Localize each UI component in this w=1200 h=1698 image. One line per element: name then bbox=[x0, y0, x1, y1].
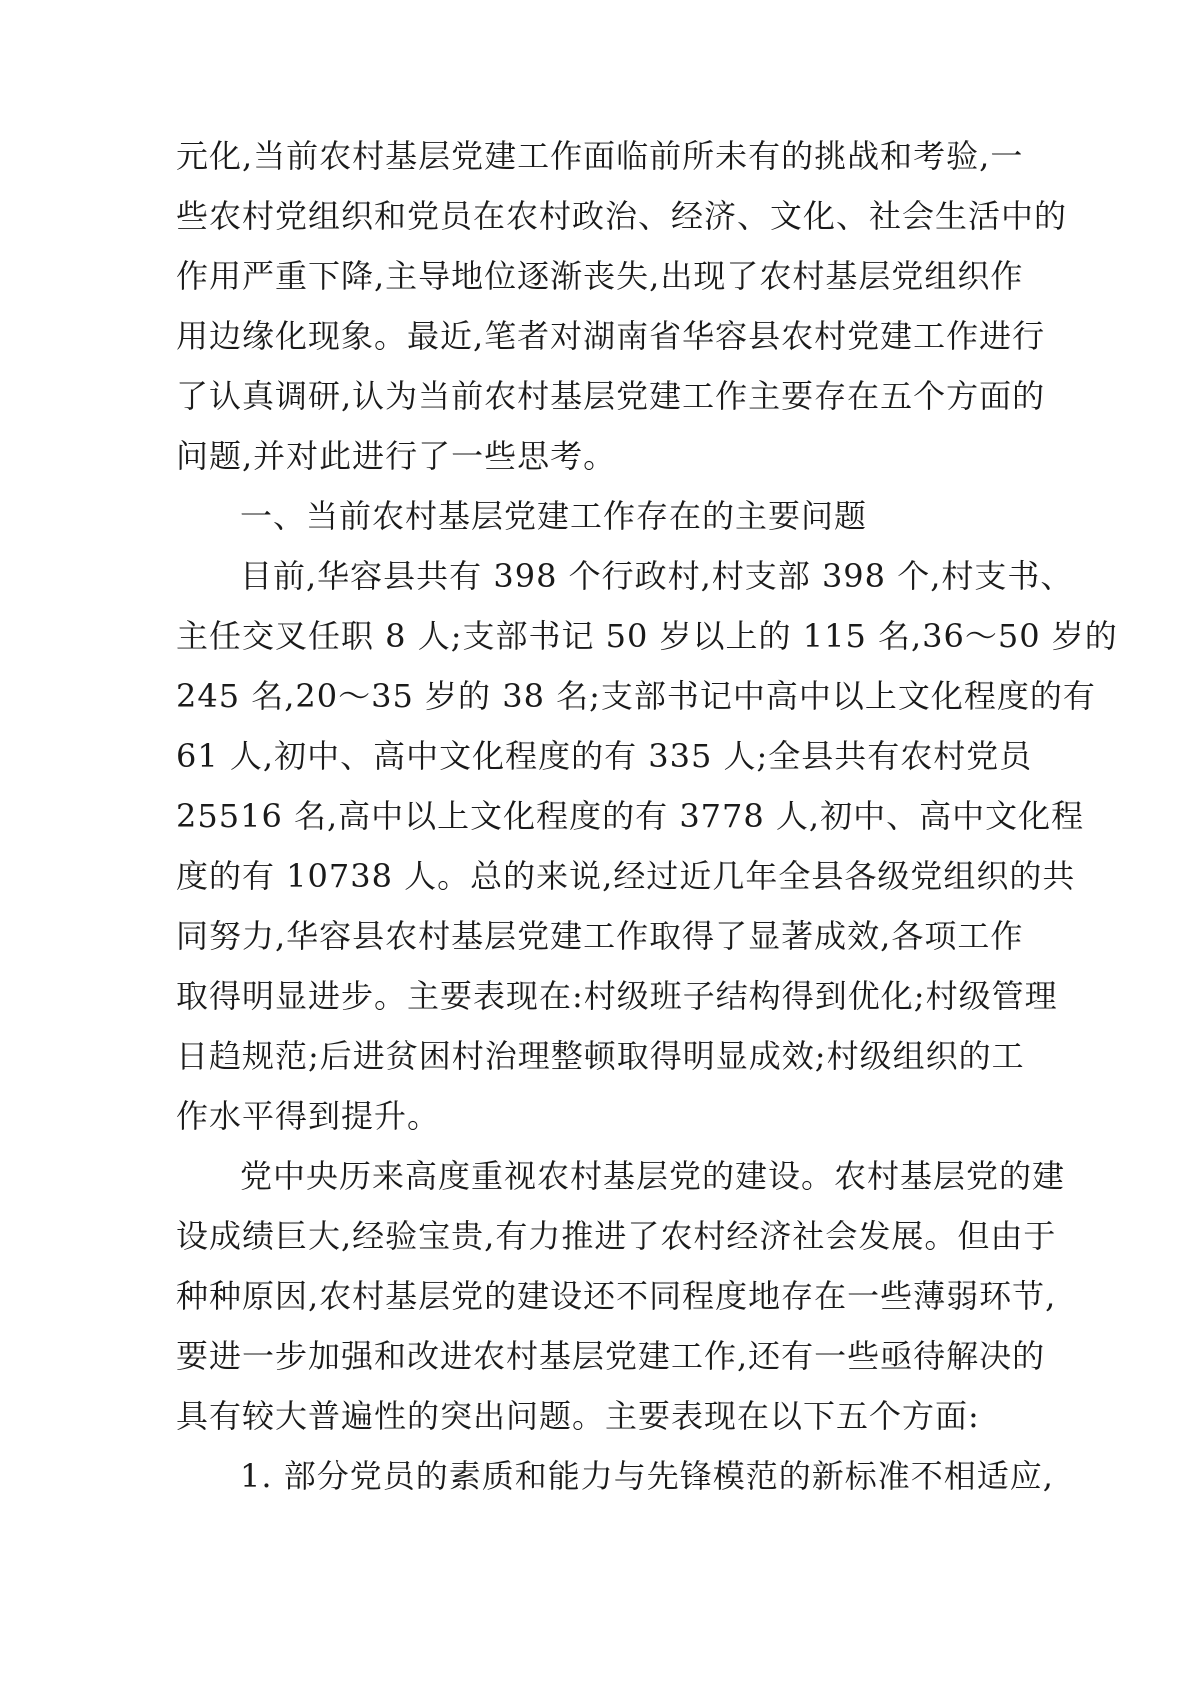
text-line: 主任交叉任职 8 人;支部书记 50 岁以上的 115 名,36～50 岁的 bbox=[176, 617, 1118, 655]
text-line: 了认真调研,认为当前农村基层党建工作主要存在五个方面的 bbox=[176, 377, 1046, 415]
text-line: 设成绩巨大,经验宝贵,有力推进了农村经济社会发展。但由于 bbox=[176, 1217, 1057, 1255]
text-line: 同努力,华容县农村基层党建工作取得了显著成效,各项工作 bbox=[176, 917, 1024, 955]
text-line: 问题,并对此进行了一些思考。 bbox=[176, 437, 617, 475]
text-line: 要进一步加强和改进农村基层党建工作,还有一些亟待解决的 bbox=[176, 1337, 1046, 1375]
text-line: 些农村党组织和党员在农村政治、经济、文化、社会生活中的 bbox=[176, 197, 1068, 235]
body-text bbox=[176, 126, 1118, 1506]
text-line: 61 人,初中、高中文化程度的有 335 人;全县共有农村党员 bbox=[176, 737, 1033, 775]
text-line: 元化,当前农村基层党建工作面临前所未有的挑战和考验,一 bbox=[176, 137, 1024, 175]
text-line: 种种原因,农村基层党的建设还不同程度地存在一些薄弱环节, bbox=[176, 1277, 1057, 1315]
text-line: 目前,华容县共有 398 个行政村,村支部 398 个,村支书、 bbox=[240, 557, 1074, 595]
text-line: 作水平得到提升。 bbox=[176, 1097, 441, 1135]
text-line: 取得明显进步。主要表现在:村级班子结构得到优化;村级管理 bbox=[176, 977, 1058, 1015]
text-line: 日趋规范;后进贫困村治理整顿取得明显成效;村级组织的工 bbox=[176, 1037, 1025, 1075]
section-heading: 一、当前农村基层党建工作存在的主要问题 bbox=[240, 497, 868, 535]
text-line: 245 名,20～35 岁的 38 名;支部书记中高中以上文化程度的有 bbox=[176, 677, 1096, 715]
text-line: 用边缘化现象。最近,笔者对湖南省华容县农村党建工作进行 bbox=[176, 317, 1046, 355]
text-line: 具有较大普遍性的突出问题。主要表现在以下五个方面: bbox=[176, 1397, 980, 1435]
text-line: 作用严重下降,主导地位逐渐丧失,出现了农村基层党组织作 bbox=[176, 257, 1024, 295]
text-line: 25516 名,高中以上文化程度的有 3778 人,初中、高中文化程 bbox=[176, 797, 1085, 835]
text-line: 度的有 10738 人。总的来说,经过近几年全县各级党组织的共 bbox=[176, 857, 1076, 895]
text-line: 党中央历来高度重视农村基层党的建设。农村基层党的建 bbox=[240, 1157, 1066, 1195]
list-item: 1. 部分党员的素质和能力与先锋模范的新标准不相适应, bbox=[240, 1457, 1054, 1495]
